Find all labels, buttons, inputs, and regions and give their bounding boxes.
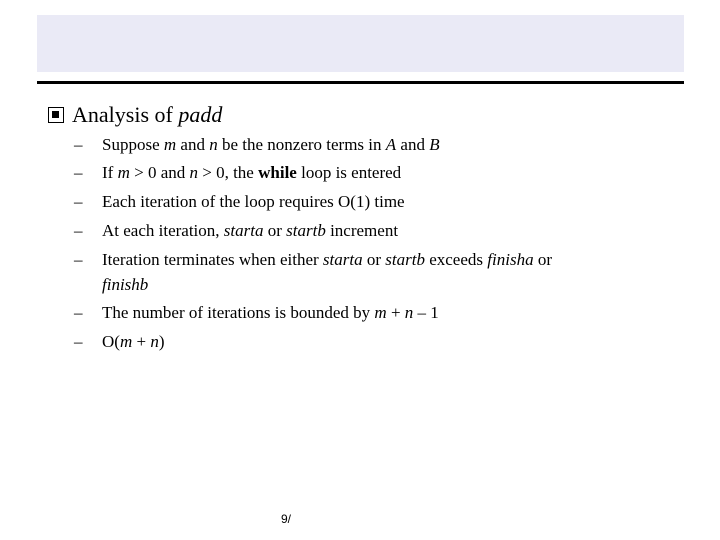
text-run: loop is entered xyxy=(296,163,402,182)
text-run: exceeds xyxy=(424,250,488,269)
page-number: 9/ xyxy=(281,512,292,526)
text-run: + xyxy=(132,332,151,351)
list-item-text xyxy=(102,132,440,158)
text-run: If xyxy=(102,163,118,182)
text-run: be the nonzero terms in xyxy=(217,135,386,154)
text-run: finishb xyxy=(102,275,149,294)
list-item-text xyxy=(102,189,405,215)
heading-prefix: Analysis of xyxy=(72,102,179,127)
dash-bullet: – xyxy=(74,221,83,240)
text-run: n xyxy=(209,135,218,154)
text-run: increment xyxy=(325,221,399,240)
dash-bullet: – xyxy=(74,163,83,182)
text-run: Iteration terminates when either xyxy=(102,250,323,269)
list-item-text xyxy=(102,247,552,273)
text-run: n xyxy=(150,332,159,351)
text-run: B xyxy=(429,135,440,154)
text-run: m xyxy=(374,303,387,322)
text-run: n xyxy=(404,303,414,322)
slide-heading xyxy=(48,102,222,128)
text-run: Suppose xyxy=(102,135,164,154)
text-run: n xyxy=(189,163,198,182)
text-run: startb xyxy=(385,250,425,269)
text-run: starta xyxy=(223,221,264,240)
heading-emphasis: padd xyxy=(178,102,223,127)
square-bullet-icon xyxy=(48,107,64,123)
text-run: The number of iterations is bounded by xyxy=(102,303,375,322)
text-run: or xyxy=(263,221,287,240)
list-item-text xyxy=(102,300,439,326)
text-run: m xyxy=(117,163,130,182)
title-rule xyxy=(37,81,684,84)
list-item-text xyxy=(102,218,398,244)
dash-bullet: – xyxy=(74,332,83,351)
title-band xyxy=(37,15,684,72)
text-run: or xyxy=(533,250,552,269)
text-run: and xyxy=(396,135,430,154)
text-run: startb xyxy=(286,221,326,240)
text-run: and xyxy=(176,135,210,154)
text-run: Each iteration of the loop requires O(1) time xyxy=(102,192,405,211)
text-run: ) xyxy=(158,332,165,351)
text-run: – 1 xyxy=(413,303,439,322)
text-run: > 0, the xyxy=(198,163,259,182)
text-run: + xyxy=(386,303,405,322)
dash-bullet: – xyxy=(74,135,83,154)
text-run: m xyxy=(163,135,177,154)
text-run: A xyxy=(385,135,397,154)
text-run: O( xyxy=(102,332,120,351)
text-run: or xyxy=(362,250,386,269)
text-run: while xyxy=(258,163,297,182)
list-item-text xyxy=(102,160,401,186)
list-item-text xyxy=(102,329,165,355)
dash-bullet: – xyxy=(74,250,83,269)
text-run: At each iteration, xyxy=(102,221,224,240)
text-run: > 0 and xyxy=(129,163,190,182)
text-run: finisha xyxy=(487,250,534,269)
dash-bullet: – xyxy=(74,303,83,322)
dash-bullet: – xyxy=(74,192,83,211)
text-run: starta xyxy=(322,250,363,269)
list-item-text xyxy=(102,272,148,298)
text-run: m xyxy=(119,332,133,351)
